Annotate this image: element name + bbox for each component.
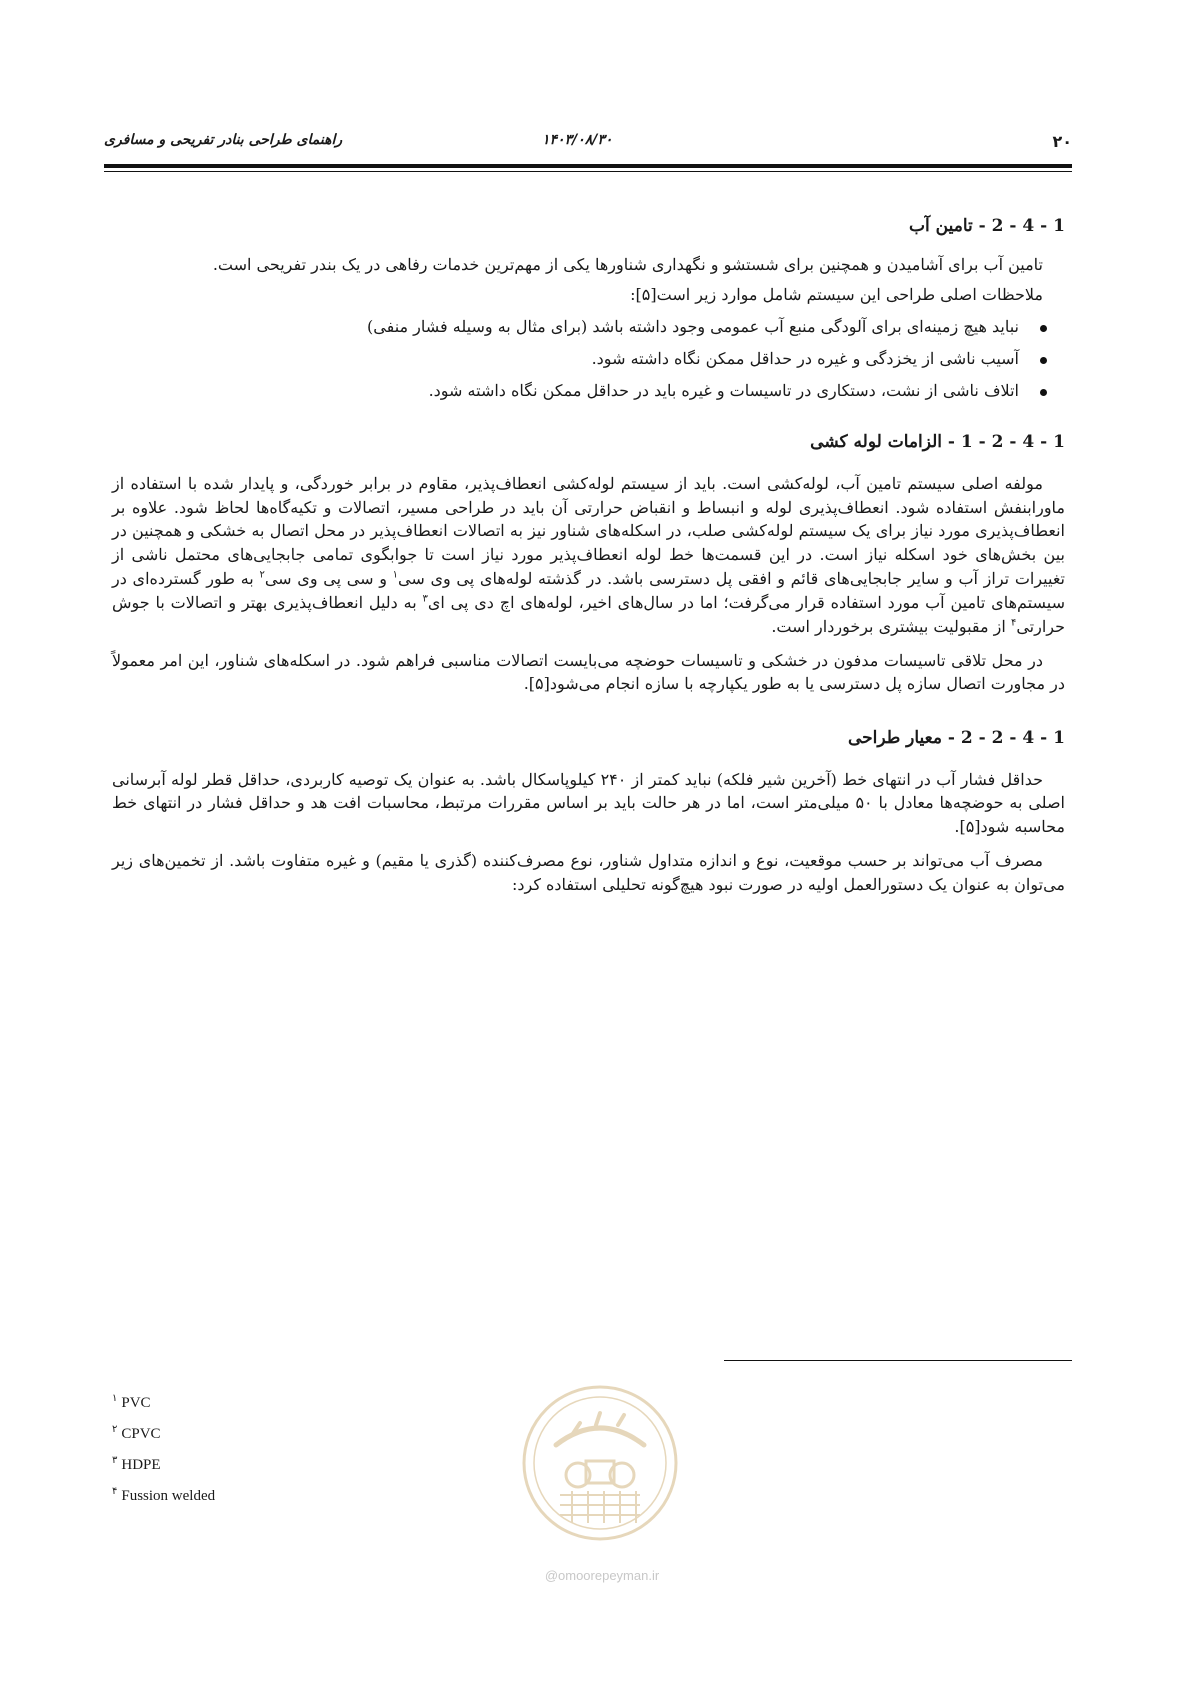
paragraph: مصرف آب می‌تواند بر حسب موقعیت، نوع و اندازه متداول شناور، نوع مصرف‌کننده (گذری یا مقیم) و غیره متفاوت باشد. از تخمین‌های زیر می‌توان به عنوان یک دستورالعمل اولیه در صورت نبود هیچ‌گونه تحلیلی استفاده کرد: bbox=[112, 851, 1065, 894]
header-rule-thick bbox=[104, 164, 1072, 168]
list-item bbox=[112, 347, 1065, 371]
footnote bbox=[112, 1388, 372, 1419]
list-item bbox=[112, 315, 1065, 339]
section-heading-design-criteria bbox=[112, 726, 1065, 751]
footnote bbox=[112, 1419, 372, 1450]
footnotes bbox=[112, 1388, 372, 1512]
text-run: از مقبولیت بیشتری برخوردار است. bbox=[771, 616, 1011, 636]
section-heading-piping-requirements bbox=[112, 430, 1065, 455]
running-header bbox=[104, 128, 1072, 158]
footnote-mark: ۱ bbox=[112, 1393, 118, 1404]
list-item-text: اتلاف ناشی از نشت، دستکاری در تاسیسات و غیره باید در حداقل ممکن نگاه داشته شود. bbox=[428, 380, 1019, 400]
footnote bbox=[112, 1450, 372, 1481]
text-run: به دلیل انعطاف‌پذیری بهتر و اتصالات با جوش حرارتی bbox=[112, 592, 1065, 636]
section-title: الزامات لوله کشی bbox=[810, 432, 942, 453]
footnote-ref: ۴ bbox=[1010, 617, 1017, 629]
paragraph: تامین آب برای آشامیدن و همچنین برای شستشو و نگهداری شناورها یکی از مهم‌ترین خدمات رفاهی در یک بندر تفریحی است. bbox=[212, 255, 1043, 275]
paragraph bbox=[112, 472, 1065, 639]
footnote-text: CPVC bbox=[121, 1426, 161, 1442]
section-number: 1 - 4 - 2 - 2 - bbox=[947, 728, 1065, 749]
bullet-icon bbox=[1040, 325, 1047, 332]
footnote-ref: ۲ bbox=[259, 569, 265, 581]
list-item-text: آسیب ناشی از یخزدگی و غیره در حداقل ممکن نگاه داشته شود. bbox=[591, 348, 1019, 368]
stamp-logo-icon bbox=[520, 1383, 680, 1543]
section-title: معیار طراحی bbox=[847, 728, 942, 749]
text-run: به طور گسترده‌ای در سیستم‌های تامین آب مورد استفاده قرار می‌گرفت؛ اما در سال‌های اخیر، لوله‌های اچ دی پی ای bbox=[112, 569, 1066, 612]
bullet-list bbox=[112, 315, 1065, 402]
footnote-separator bbox=[724, 1360, 1072, 1361]
text-run: مولفه اصلی سیستم تامین آب، لوله‌کشی است. باید از سیستم لوله‌کشی انعطاف‌پذیر، مقاوم در برابر خوردگی، و پایدار شده با استفاده از ماورابنفش استفاده شود. انعطاف‌پذیری لوله و انبساط و انقباض حرارتی آن باید در طراحی مسیر، اتصالات و تکیه‌گاه‌ها لحاظ شود. علاوه بر انعطاف‌پذیری مورد نیاز برای یک سیستم لوله‌کشی صلب، در اسکله‌های شناور نیز به اتصالات انعطاف‌پذیر در محل اتصال به خشکی و همچنین در بین بخش‌های خود اسکله نیاز است. در این قسمت‌ها خط لوله انعطاف‌پذیر مورد نیاز است تا جوابگوی تمامی جابجایی‌های محتمل ناشی از تغییرات تراز آب و سایر جابجایی‌های قائم و افقی پل دسترسی باشد. در گذشته لوله‌های پی وی سی bbox=[112, 473, 1065, 589]
bullet-icon bbox=[1040, 389, 1047, 396]
page-body bbox=[112, 214, 1065, 897]
footnote-ref: ۱ bbox=[392, 569, 399, 581]
section-number: 1 - 4 - 2 - 1 - bbox=[947, 432, 1065, 453]
paragraph: ملاحظات اصلی طراحی این سیستم شامل موارد زیر است[۵]: bbox=[630, 285, 1043, 305]
footnote-mark: ۴ bbox=[112, 1486, 118, 1497]
header-title: راهنمای طراحی بنادر تفریحی و مسافری bbox=[104, 132, 343, 148]
watermark-url: @omoorepeyman.ir bbox=[544, 1568, 660, 1583]
section-number: 1 - 4 - 2 - bbox=[978, 216, 1065, 236]
footnote-mark: ۲ bbox=[112, 1424, 118, 1435]
section-title: تامین آب bbox=[909, 216, 973, 236]
text-run: و سی پی وی سی bbox=[264, 569, 393, 589]
list-item-text: نباید هیچ زمینه‌ای برای آلودگی منبع آب عمومی وجود داشته باشد (برای مثال به وسیله فشار منفی) bbox=[367, 316, 1019, 336]
footnote-text: HDPE bbox=[121, 1457, 161, 1473]
header-date: ۱۴۰۳/۰۸/۳۰ bbox=[542, 132, 613, 148]
paragraph: در محل تلاقی تاسیسات مدفون در خشکی و تاسیسات حوضچه می‌بایست اتصالات مناسبی فراهم شود. در اسکله‌های شناور، این امر معمولاً در مجاورت اتصال سازه پل دسترسی یا به طور یکپارچه با سازه انجام می‌شود[۵]. bbox=[112, 650, 1065, 694]
footnote-ref: ۳ bbox=[422, 593, 428, 605]
bullet-icon bbox=[1040, 357, 1047, 364]
paragraph: حداقل فشار آب در انتهای خط (آخرین شیر فلکه) نباید کمتر از ۲۴۰ کیلوپاسکال باشد. به عنوان یک توصیه کاربردی، حداقل قطر لوله آبرسانی اصلی به حوضچه‌ها معادل با ۵۰ میلی‌متر است، اما در هر حالت باید بر اساس مقررات مرتبط، محاسبات افت هد و حداقل فشار در انتهای خط محاسبه شود[۵]. bbox=[112, 769, 1066, 837]
footnote-text: Fussion welded bbox=[121, 1488, 216, 1504]
footnote-text: PVC bbox=[121, 1395, 151, 1411]
footnote-mark: ۳ bbox=[112, 1455, 118, 1466]
page-number: ۲۰ bbox=[1052, 132, 1072, 151]
section-heading-water-supply bbox=[112, 214, 1065, 239]
list-item bbox=[112, 379, 1065, 403]
footnote bbox=[112, 1481, 372, 1512]
header-rule-thin bbox=[104, 171, 1072, 172]
